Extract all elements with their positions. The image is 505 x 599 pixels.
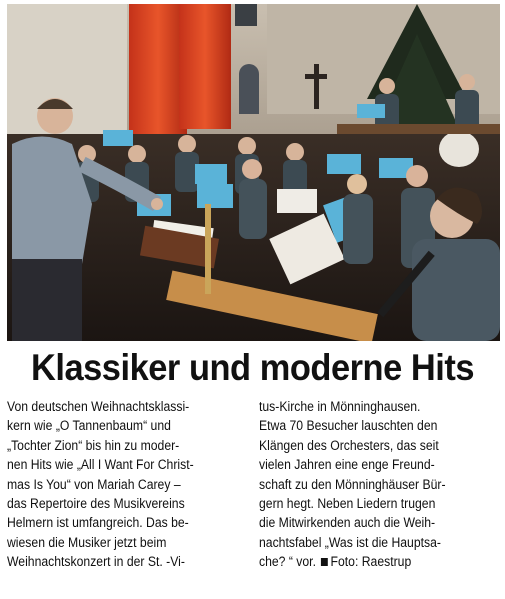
article-column-2 [259,398,499,596]
text-line: gern hegt. Neben Liedern trugen [259,496,436,513]
article-column-1 [7,398,247,596]
text-line: Weihnachtskonzert in der St. -Vi- [7,554,185,571]
text-line: schaft zu den Mönninghäuser Bür- [259,476,446,493]
concert-photo-illustration [7,4,500,341]
text-line: nachtsfabel „Was ist die Hauptsa- [259,534,441,551]
text-end: che? “ vor. [259,554,316,571]
text-line: „Tochter Zion“ bis hin zu moder- [7,437,180,454]
text-line: Klängen des Orchesters, das seit [259,437,439,454]
text-line: Helmern ist umfangreich. Das be- [7,515,189,532]
headline: Klassiker und moderne Hits [30,347,475,388]
text-line-last [259,553,465,572]
text-line: Etwa 70 Besucher lauschten den [259,418,438,435]
photo-credit: Foto: Raestrup [330,554,412,571]
text-line: kern wie „O Tannenbaum“ und [7,418,171,435]
text-line: das Repertoire des Musikvereins [7,496,185,513]
article-body [7,398,499,596]
text-line: vielen Jahren eine enge Freund- [259,457,435,474]
text-line: Von deutschen Weihnachtsklassi- [7,399,190,415]
concert-photo [7,4,500,341]
text-line: wiesen die Musiker jetzt beim [7,534,167,551]
text-line: nen Hits wie „All I Want For Christ- [7,457,194,474]
text-line: mas Is You“ von Mariah Carey – [7,476,181,493]
square-bullet-icon [321,558,328,566]
text-line: die Mitwirkenden auch die Weih- [259,515,436,532]
text-line: tus-Kirche in Mönninghausen. [259,399,421,415]
